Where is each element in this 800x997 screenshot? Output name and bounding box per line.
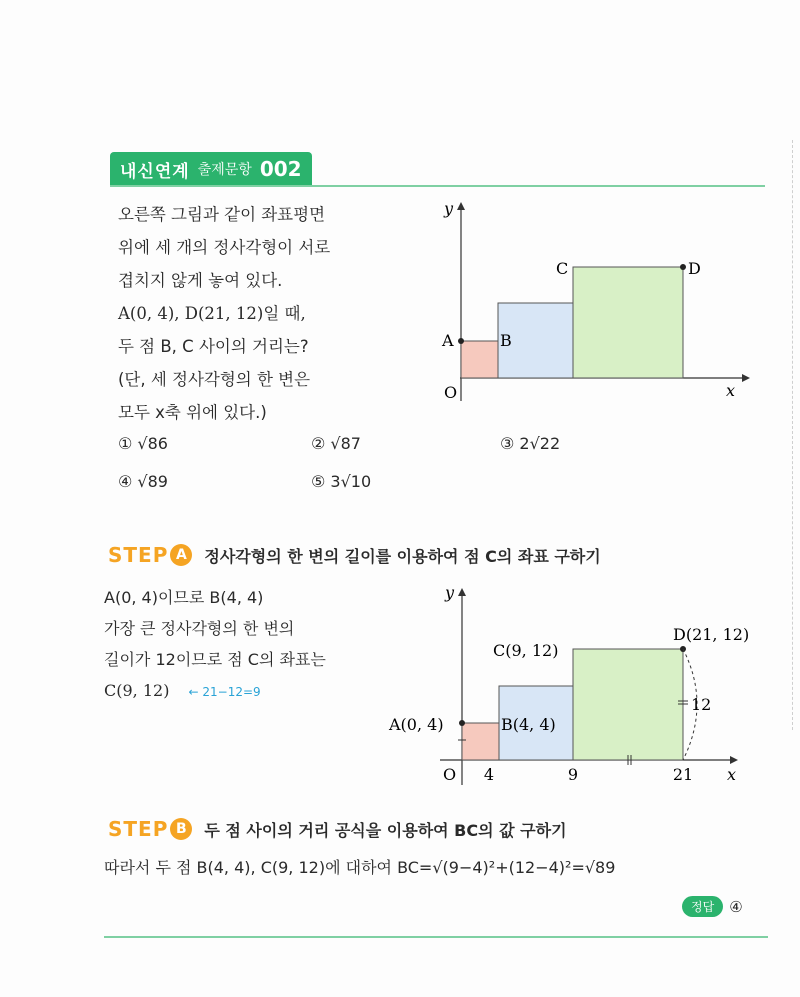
header-divider xyxy=(110,185,765,187)
point-d xyxy=(680,264,686,270)
label-c: C xyxy=(556,259,569,278)
choice-2[interactable]: ② √87 xyxy=(311,434,361,453)
point-a xyxy=(458,338,464,344)
step-a-solution xyxy=(104,582,326,708)
x-tick-4: 4 xyxy=(483,765,495,784)
step-b-title: 두 점 사이의 거리 공식을 이용하여 BC의 값 구하기 xyxy=(204,820,567,840)
problem-text xyxy=(118,198,330,429)
problem-line: 위에 세 개의 정사각형이 서로 xyxy=(118,238,331,257)
step-a-badge: A xyxy=(170,544,192,566)
label-b: B(4, 4) xyxy=(501,715,556,734)
large-square xyxy=(573,649,683,760)
x-label: x xyxy=(727,765,737,784)
x-tick-21: 21 xyxy=(672,765,694,784)
solution-line-c xyxy=(104,675,326,708)
step-label: STEP xyxy=(108,543,169,567)
figure-1 xyxy=(430,196,760,410)
point-a xyxy=(459,720,465,726)
solution-line: 가장 큰 정사각형의 한 변의 xyxy=(104,619,295,638)
step-b-badge: B xyxy=(170,818,192,840)
tag-title: 내신연계 xyxy=(120,161,190,182)
label-c: C(9, 12) xyxy=(493,641,559,660)
y-label: y xyxy=(445,583,455,602)
large-square xyxy=(573,267,683,378)
problem-line: 겹치지 않게 놓여 있다. xyxy=(118,271,283,290)
y-arrow-icon xyxy=(458,588,466,596)
y-arrow-icon xyxy=(457,202,465,210)
step-a-heading xyxy=(108,543,601,567)
x-arrow-icon xyxy=(730,756,738,764)
x-label: x xyxy=(726,381,736,400)
origin-label: O xyxy=(444,383,458,402)
small-square xyxy=(462,723,499,760)
footer-divider xyxy=(104,936,768,938)
origin-label: O xyxy=(443,765,457,784)
small-square xyxy=(461,341,498,378)
label-b: B xyxy=(500,331,512,350)
side-length: 12 xyxy=(691,695,712,714)
figure-2 xyxy=(385,580,777,790)
point-c-coord: C(9, 12) xyxy=(104,681,170,700)
label-d: D(21, 12) xyxy=(673,625,750,644)
calc-note: ← 21−12=9 xyxy=(188,685,261,699)
answer-box xyxy=(682,896,743,917)
choice-3[interactable]: ③ 2√22 xyxy=(500,434,561,453)
problem-line: A(0, 4), D(21, 12)일 때, xyxy=(118,304,306,323)
problem-line: 오른쪽 그림과 같이 좌표평면 xyxy=(118,205,326,224)
page-edge xyxy=(792,140,794,730)
y-label: y xyxy=(444,199,454,218)
step-b-solution: 따라서 두 점 B(4, 4), C(9, 12)에 대하여 BC=√(9−4)²+(12−4)²=√89 xyxy=(104,858,616,877)
solution-line: A(0, 4)이므로 B(4, 4) xyxy=(104,588,264,607)
step-a-title: 정사각형의 한 변의 길이를 이용하여 점 C의 좌표 구하기 xyxy=(204,546,601,566)
answer-value: ④ xyxy=(729,897,743,916)
label-a: A xyxy=(442,331,454,350)
answer-label: 정답 xyxy=(682,896,723,917)
choice-5[interactable]: ⑤ 3√10 xyxy=(311,472,372,491)
x-tick-9: 9 xyxy=(567,765,579,784)
step-label: STEP xyxy=(108,817,169,841)
problem-line: 두 점 B, C 사이의 거리는? xyxy=(118,337,309,356)
step-b-heading xyxy=(108,817,567,841)
x-arrow-icon xyxy=(742,374,750,382)
problem-number: 002 xyxy=(259,157,302,181)
tag-subtitle: 출제문항 xyxy=(197,162,252,178)
label-d: D xyxy=(688,259,701,278)
choice-1[interactable]: ① √86 xyxy=(118,434,168,453)
label-a: A(0, 4) xyxy=(389,715,444,734)
solution-line: 길이가 12이므로 점 C의 좌표는 xyxy=(104,650,326,669)
problem-line: 모두 x축 위에 있다.) xyxy=(118,403,267,422)
section-tag xyxy=(110,152,312,186)
problem-line: (단, 세 정사각형의 한 변은 xyxy=(118,370,311,389)
choice-4[interactable]: ④ √89 xyxy=(118,472,168,491)
